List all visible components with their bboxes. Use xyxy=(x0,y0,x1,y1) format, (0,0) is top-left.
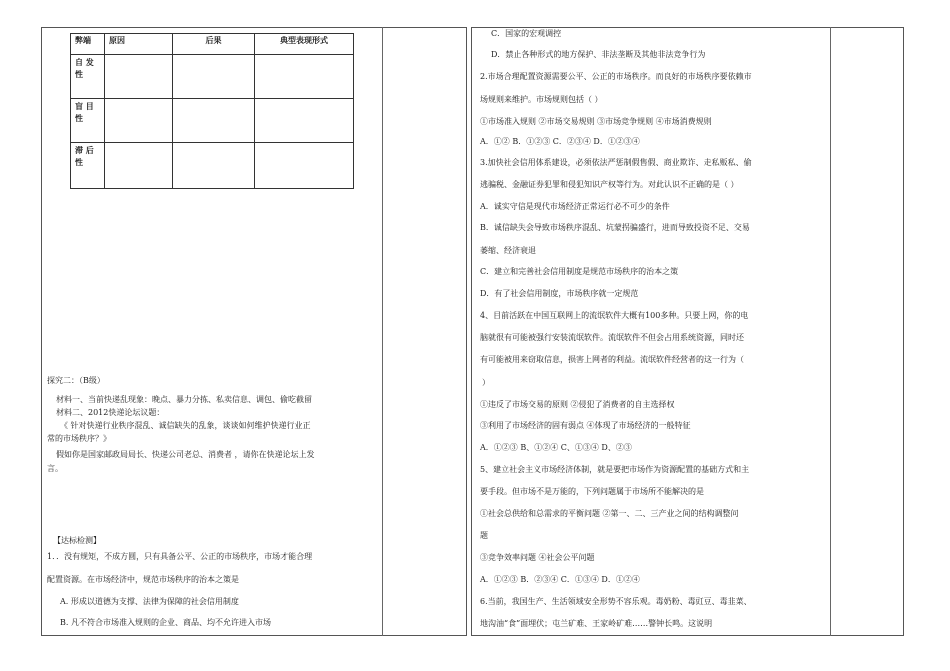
table-cell xyxy=(173,143,255,189)
table-cell xyxy=(105,143,173,189)
text-line: 逃骗税、金融证券犯罪和侵犯知识产权等行为。对此认识不正确的是（ ） xyxy=(480,180,739,189)
text-line: 5、建立社会主义市场经济体制，就是要把市场作为资源配置的基础方式和主 xyxy=(480,465,750,474)
text-line: D．禁止各种形式的地方保护、非法垄断及其他非法竞争行为 xyxy=(491,50,706,59)
text-line: C．建立和完善社会信用制度是规范市场秩序的治本之策 xyxy=(480,267,679,276)
table-cell xyxy=(173,55,255,99)
question-1-option-a: A. 形成以道德为支撑、法律为保障的社会信用制度 xyxy=(60,597,239,606)
text-line: 脑就很有可能被强行安装流氓软件。流氓软件不但会占用系统资源，同时还 xyxy=(480,333,744,342)
table-cell xyxy=(173,99,255,143)
text-line: ③利用了市场经济的固有弱点 ④体现了市场经济的一般特征 xyxy=(480,421,691,430)
row-label-blindness: 盲 目 性 xyxy=(71,99,105,143)
question-1-line-b: 配置资源。在市场经济中，规范市场秩序的治本之策是 xyxy=(47,575,239,584)
text-line: D．有了社会信用制度，市场秩序就一定规范 xyxy=(480,289,639,298)
text-line: ①社会总供给和总需求的平衡问题 ②第一、二、三产业之间的结构调整问 xyxy=(480,509,739,518)
text-line: ③竞争效率问题 ④社会公平问题 xyxy=(480,553,595,562)
role-line-2: 言。 xyxy=(47,464,63,473)
topic-line-1: 《 针对快递行业秩序混乱、诚信缺失的乱象，谈谈如何维护快递行业正 xyxy=(60,421,311,430)
table-cell xyxy=(105,99,173,143)
table-cell xyxy=(105,55,173,99)
role-line-1: 假如你是国家邮政局局长、快递公司老总、消费者 ，请你在快递论坛上发 xyxy=(56,450,315,459)
left-column-divider xyxy=(382,27,383,636)
table-row xyxy=(71,99,354,143)
text-line: ） xyxy=(482,378,490,387)
text-line: 2.市场合理配置资源需要公平、公正的市场秩序。而良好的市场秩序要依赖市 xyxy=(480,72,752,81)
text-line: ①违反了市场交易的原则 ②侵犯了消费者的自主选择权 xyxy=(480,400,675,409)
table-row xyxy=(71,143,354,189)
text-line: 有可能被用来窃取信息，损害上网者的利益。流氓软件经营者的这一行为（ xyxy=(480,355,744,364)
topic-line-2: 常的市场秩序？》 xyxy=(47,434,111,443)
row-label-spontaneity: 自 发 性 xyxy=(71,55,105,99)
check-title: 【达标检测】 xyxy=(53,536,101,545)
row-label-lag: 滞 后 性 xyxy=(71,143,105,189)
header-cause: 原因 xyxy=(105,34,173,55)
text-line: ①市场准入规则 ②市场交易规则 ③市场竞争规则 ④市场消费规则 xyxy=(480,117,712,126)
text-line: 场规则来维护。市场规则包括（ ） xyxy=(480,95,603,104)
text-line: A．诚实守信是现代市场经济正常运行必不可少的条件 xyxy=(480,202,670,211)
text-line: B．诚信缺失会导致市场秩序混乱、坑蒙拐骗盛行，进而导致投资不足、交易 xyxy=(480,223,750,232)
question-1-line-a: 1．．没有规矩，不成方圆，只有具备公平、公正的市场秩序，市场才能合理 xyxy=(47,552,313,561)
text-line: 6.当前，我国生产、生活领域安全形势不容乐观。毒奶粉、毒豇豆、毒韭菜、 xyxy=(480,597,752,606)
drawbacks-table xyxy=(70,33,354,189)
text-line: 4、目前活跃在中国互联网上的流氓软件大概有100多种。只要上网，你的电 xyxy=(480,311,749,320)
table-cell xyxy=(255,99,354,143)
right-column-divider xyxy=(830,27,831,636)
table-cell xyxy=(255,143,354,189)
text-line: 题 xyxy=(480,531,488,540)
text-line: A．①②③ B．②③④ C．①③④ D．①②④ xyxy=(480,575,640,584)
table-header-row xyxy=(71,34,354,55)
table-row xyxy=(71,55,354,99)
text-line: 地沟油“食”面埋伏；屯兰矿难、王家岭矿难……警钟长鸣。这说明 xyxy=(480,619,713,628)
text-line: A．①②③ B、①②④ C、①③④ D、②③ xyxy=(480,443,632,452)
text-line: 萎缩、经济衰退 xyxy=(480,246,536,255)
text-line: 要手段。但市场不是万能的，下列问题属于市场所不能解决的是 xyxy=(480,487,704,496)
text-line: 3.加快社会信用体系建设，必须依法严惩制假售假、商业欺诈、走私贩私、偷 xyxy=(480,158,752,167)
explore2-title: 探究二：（B级） xyxy=(47,376,105,385)
question-1-option-b: B. 凡不符合市场准入规则的企业、商品、均不允许进入市场 xyxy=(60,618,271,627)
text-line: A．①② B．①②③ C．②③④ D．①②③④ xyxy=(480,137,640,146)
header-consequence: 后果 xyxy=(173,34,255,55)
header-drawback: 弊端 xyxy=(71,34,105,55)
material-2: 材料二、2012快递论坛议题： xyxy=(56,408,165,417)
table-cell xyxy=(255,55,354,99)
header-forms: 典型表现形式 xyxy=(255,34,354,55)
text-line: C．国家的宏观调控 xyxy=(491,29,562,38)
material-1: 材料一、当前快递乱现象：晚点、暴力分拣、私卖信息、调包、偷吃截留 xyxy=(56,395,312,404)
